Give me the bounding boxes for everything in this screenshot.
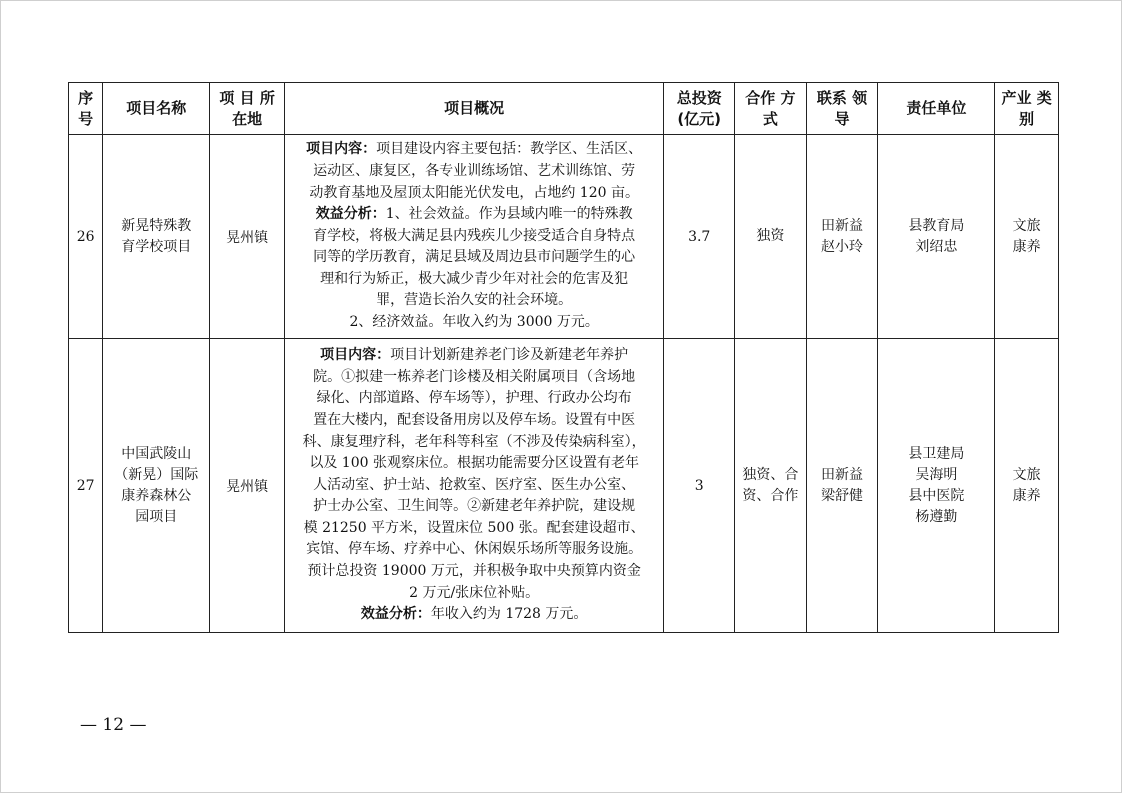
row-unit: 县教育局 刘绍忠 (878, 135, 995, 339)
row-investment: 3 (664, 339, 735, 633)
header-cooperation: 合作 方式 (735, 83, 807, 135)
row-cooperation: 独资、合 资、合作 (735, 339, 807, 633)
row-cooperation: 独资 (735, 135, 807, 339)
summary-line: 绿化、内部道路、停车场等），护理、行政办公均布 (316, 390, 632, 407)
summary-line: 2、经济效益。年收入约为 3000 万元。 (349, 314, 599, 331)
summary-line: 预计总投资 19000 万元，并积极争取中央预算内资金 (307, 563, 641, 580)
summary-line: 人活动室、护士站、抢救室、医疗室、医生办公室、 (313, 476, 636, 493)
row-index: 27 (69, 339, 103, 633)
row-location: 晃州镇 (210, 339, 285, 633)
row-industry: 文旅 康养 (995, 135, 1059, 339)
header-summary: 项目概况 (284, 83, 663, 135)
summary-line: 置在大楼内，配套设备用房以及停车场。设置有中医 (313, 411, 636, 428)
page-number: — 12 — (80, 715, 147, 735)
header-investment: 总投资 (亿元) (664, 83, 735, 135)
header-industry: 产业 类别 (995, 83, 1059, 135)
summary-line: 同等的学历教育，满足县域及周边县市问题学生的心 (313, 249, 636, 266)
row-summary (284, 339, 663, 633)
summary-line: 育学校，将极大满足县内残疾儿少接受适合自身特点 (313, 227, 636, 244)
summary-line: 以及 100 张观察床位。根据功能需要分区设置有老年 (309, 455, 639, 472)
summary-line: 科、康复理疗科，老年科等科室（不涉及传染病科室）， (302, 433, 646, 450)
row-project-name: 新晃特殊教 育学校项目 (103, 135, 210, 339)
header-row (69, 83, 1059, 135)
row-project-name: 中国武陵山 （新晃）国际 康养森林公 园项目 (103, 339, 210, 633)
row-industry: 文旅 康养 (995, 339, 1059, 633)
summary-line: 罪，营造长治久安的社会环境。 (376, 292, 573, 309)
row-leader: 田新益 梁舒健 (806, 339, 878, 633)
row-leader: 田新益 赵小玲 (806, 135, 878, 339)
header-unit: 责任单位 (878, 83, 995, 135)
row-index: 26 (69, 135, 103, 339)
header-index: 序 号 (69, 83, 103, 135)
header-name: 项目名称 (103, 83, 210, 135)
header-leader: 联系 领导 (806, 83, 878, 135)
summary-line: 护士办公室、卫生间等。②新建老年养护院，建设规 (313, 498, 636, 515)
summary-line: 效益分析：1、社会效益。作为县域内唯一的特殊教 (315, 206, 633, 223)
row-summary (284, 135, 663, 339)
row-investment: 3.7 (664, 135, 735, 339)
row-unit: 县卫建局 吴海明 县中医院 杨遵勤 (878, 339, 995, 633)
summary-line: 理和行为矫正，极大减少青少年对社会的危害及犯 (320, 270, 629, 287)
summary-line: 项目内容：项目建设内容主要包括：教学区、生活区、 (306, 141, 643, 158)
summary-line: 项目内容：项目计划新建养老门诊及新建老年养护 (320, 347, 629, 364)
row-location: 晃州镇 (210, 135, 285, 339)
summary-line: 动教育基地及屋顶太阳能光伏发电，占地约 120 亩。 (309, 184, 639, 201)
summary-line: 运动区、康复区，各专业训练场馆、艺术训练馆、劳 (313, 162, 636, 179)
header-location: 项 目 所在地 (210, 83, 285, 135)
summary-line: 宾馆、停车场、疗养中心、休闲娱乐场所等服务设施。 (306, 541, 643, 558)
summary-line: 院。①拟建一栋养老门诊楼及相关附属项目（含场地 (313, 368, 636, 385)
table-row (69, 339, 1059, 633)
summary-line: 效益分析：年收入约为 1728 万元。 (360, 606, 588, 623)
project-table (68, 82, 1059, 633)
table-row (69, 135, 1059, 339)
summary-line: 2 万元/张床位补贴。 (409, 584, 540, 601)
summary-line: 模 21250 平方米，设置床位 500 张。配套建设超市、 (303, 519, 645, 536)
